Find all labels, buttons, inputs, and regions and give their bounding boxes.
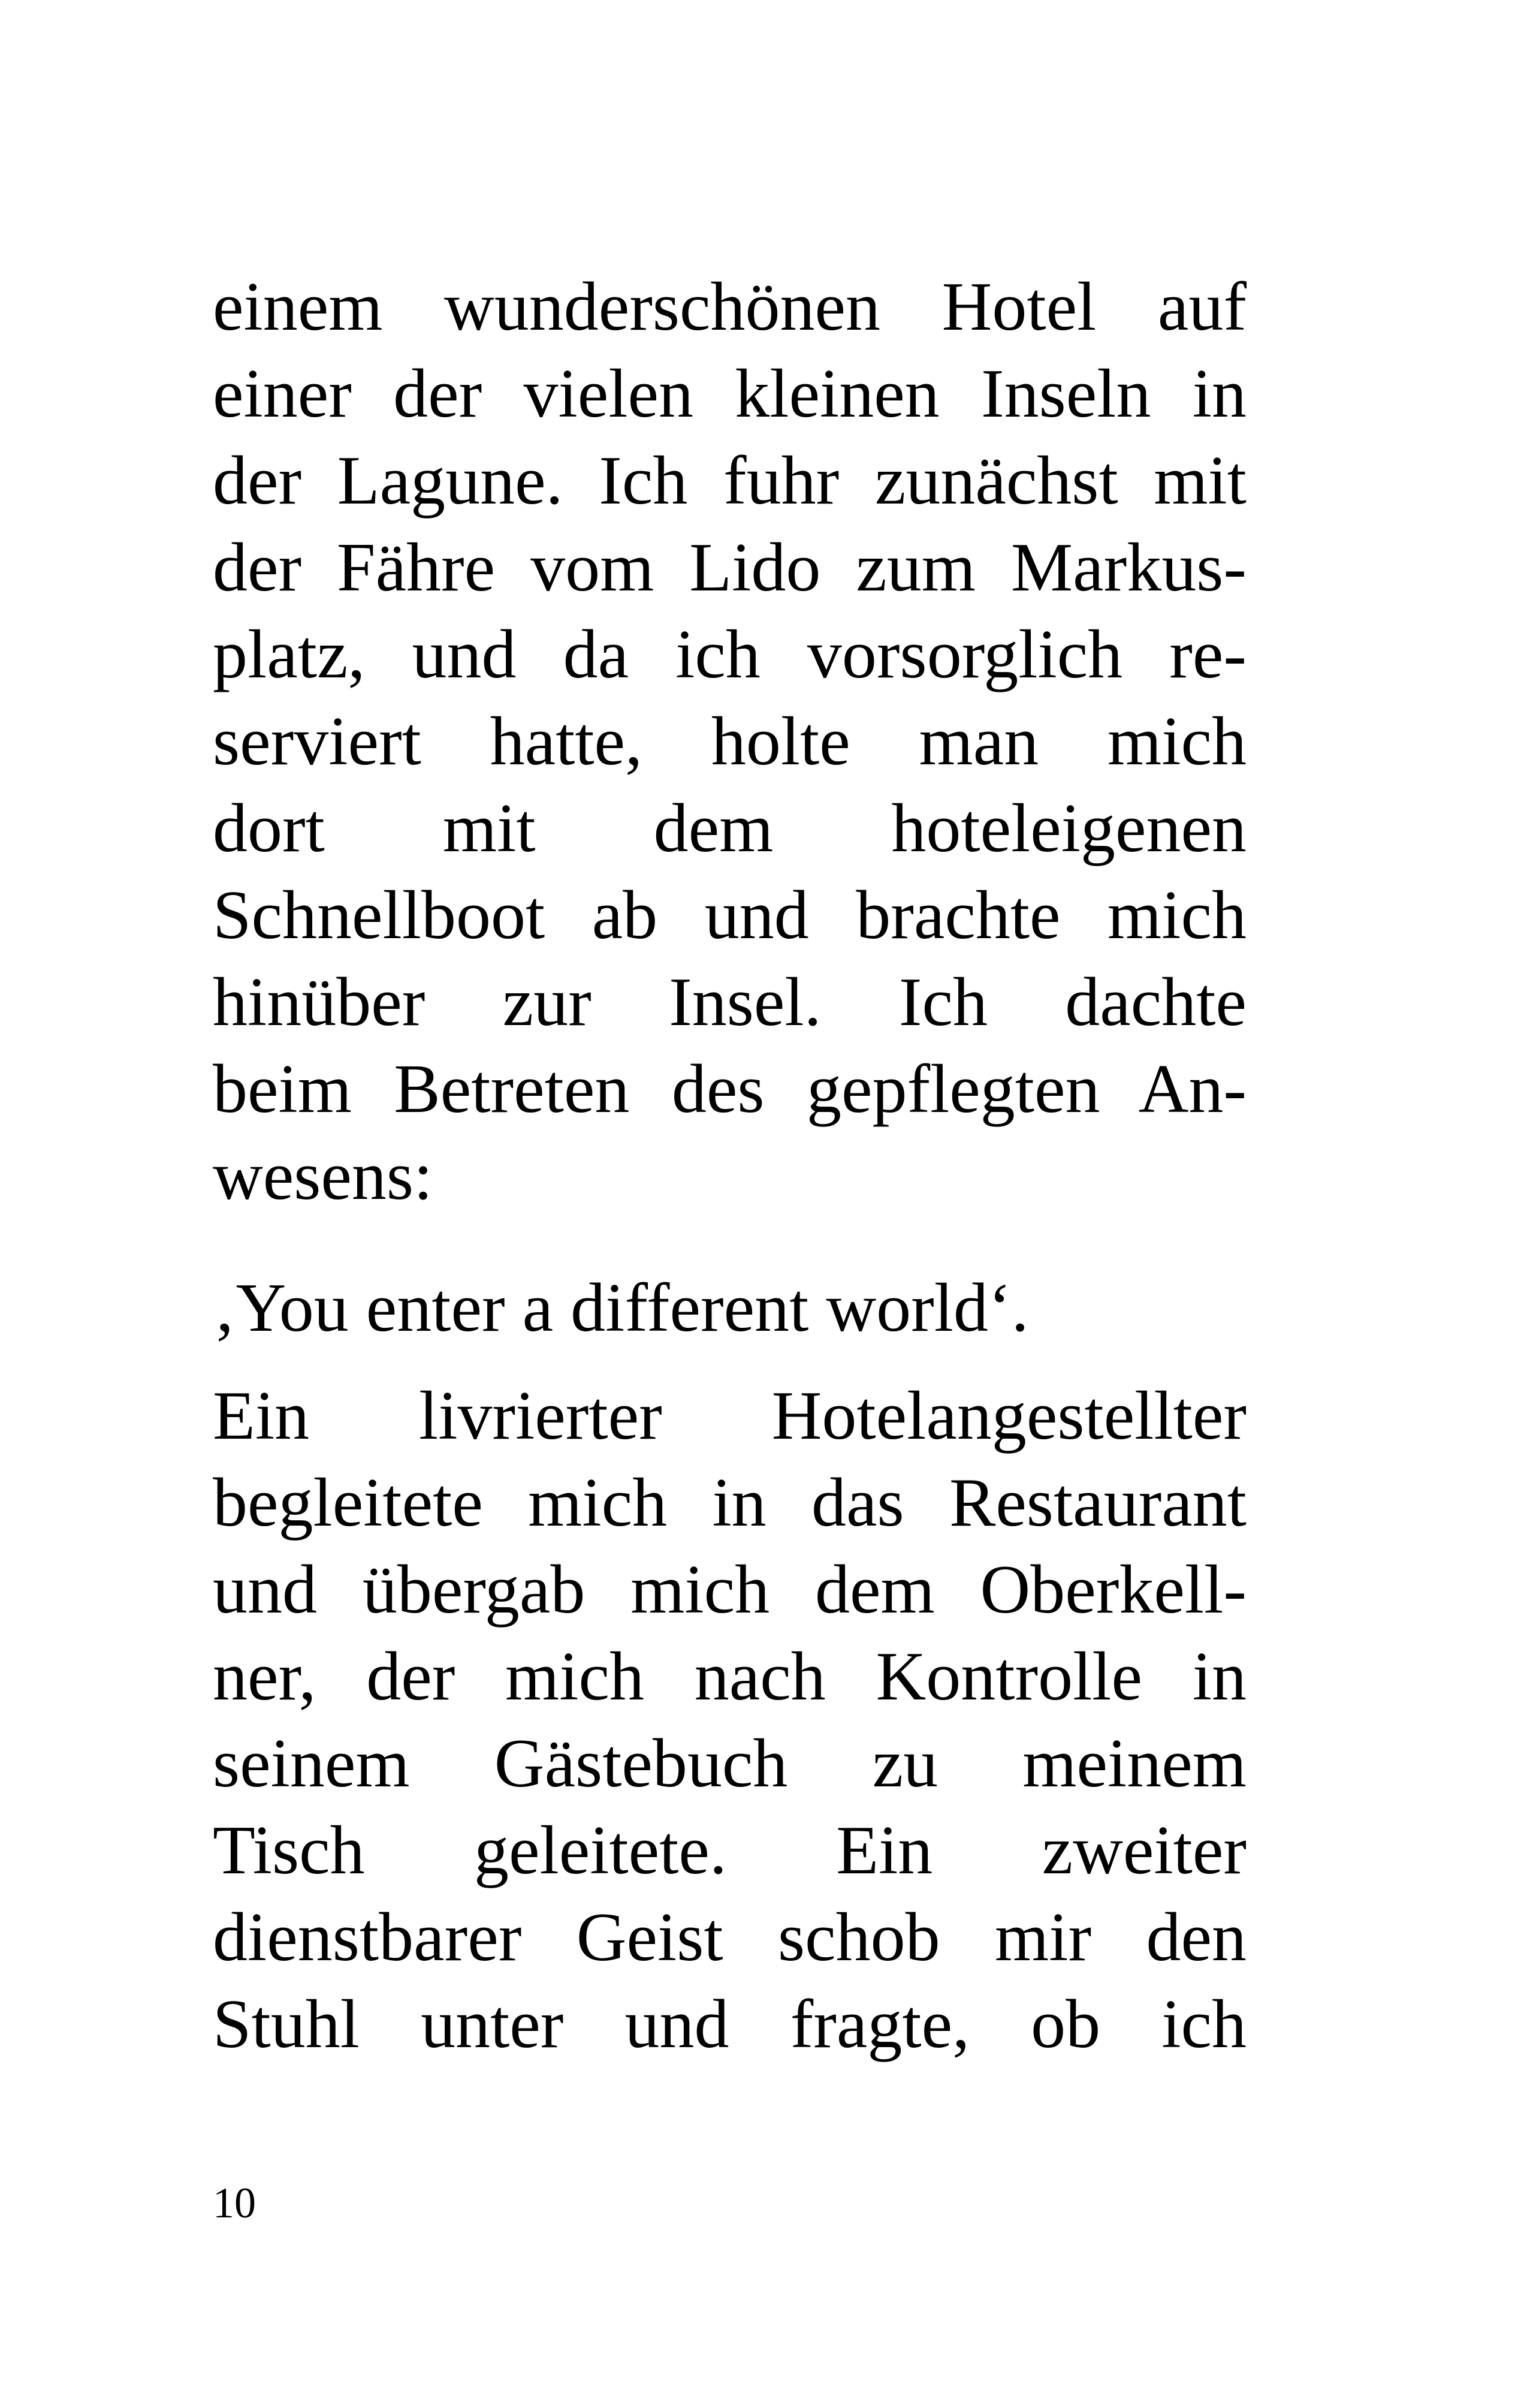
- paragraph: [213, 264, 1247, 1220]
- paragraph: [213, 1373, 1247, 2068]
- text-line: Tisch geleitete. Ein zweiter: [213, 1812, 1247, 1889]
- text-line: ner, der mich nach Kontrolle in: [213, 1638, 1247, 1715]
- text-line: hinüber zur Insel. Ich dachte: [213, 964, 1247, 1041]
- quote-paragraph: [213, 1265, 1247, 1352]
- text-line: Schnellboot ab und brachte mich: [213, 877, 1247, 954]
- text-line: einem wunderschönen Hotel auf: [213, 269, 1247, 345]
- text-line: beim Betreten des gepflegten An-: [213, 1051, 1247, 1128]
- text-line: der Fähre vom Lido zum Markus-: [213, 529, 1247, 606]
- text-line: seinem Gästebuch zu meinem: [213, 1725, 1247, 1802]
- text-line: dort mit dem hoteleigenen: [213, 790, 1247, 867]
- text-line: serviert hatte, holte man mich: [213, 703, 1247, 780]
- text-line: begleitete mich in das Restaurant: [213, 1464, 1247, 1541]
- text-line: der Lagune. Ich fuhr zunächst mit: [213, 442, 1247, 519]
- page-number: 10: [213, 2179, 256, 2227]
- text-line: platz, und da ich vorsorglich re-: [213, 616, 1247, 693]
- text-line: dienstbarer Geist schob mir den: [213, 1899, 1247, 1976]
- text-line: Stuhl unter und fragte, ob ich: [213, 1986, 1247, 2063]
- text-line: und übergab mich dem Oberkell-: [213, 1551, 1247, 1628]
- text-line: Ein livrierter Hotelangestellter: [213, 1378, 1247, 1454]
- text-line: wesens:: [213, 1138, 433, 1214]
- text-line: einer der vielen kleinen Inseln in: [213, 355, 1247, 432]
- text-line: ‚You enter a different world‘.: [213, 1270, 1029, 1346]
